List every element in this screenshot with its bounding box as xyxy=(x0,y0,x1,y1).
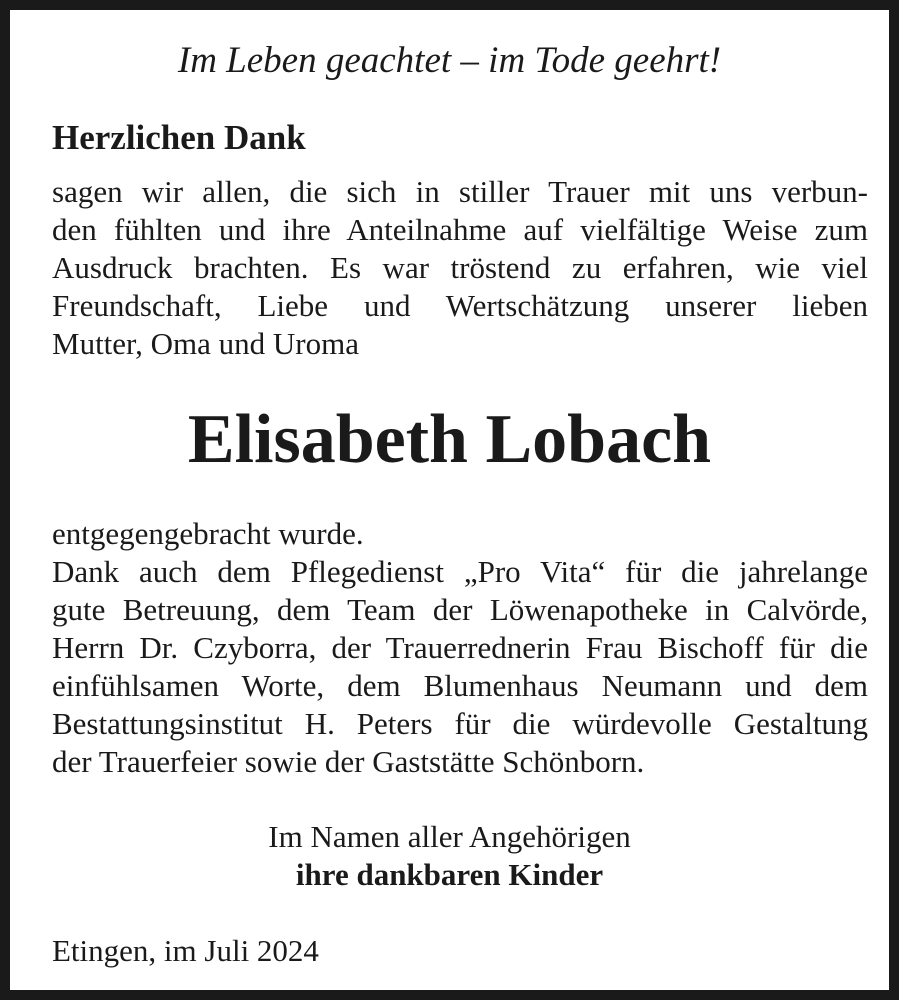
body-line: Herrn Dr. Czyborra, der Trauerrednerin Frau Bischoff für die xyxy=(52,630,868,665)
intro-line: Freundschaft, Liebe und Wertschätzung unserer lieben xyxy=(52,288,868,323)
body-line: entgegengebracht wurde. xyxy=(52,516,364,551)
place-date: Etingen, im Juli 2024 xyxy=(52,933,319,968)
closing-line: Im Namen aller Angehörigen xyxy=(268,819,631,854)
intro-line: sagen wir allen, die sich in stiller Trauer mit uns verbun- xyxy=(52,174,868,209)
body-line: der Trauerfeier sowie der Gaststätte Schönborn. xyxy=(52,744,645,779)
deceased-name: Elisabeth Lobach xyxy=(187,401,712,478)
body-line: gute Betreuung, dem Team der Löwenapotheke in Calvörde, xyxy=(52,592,868,627)
intro-paragraph xyxy=(52,173,868,363)
signature: ihre dankbaren Kinder xyxy=(295,857,604,892)
motto: Im Leben geachtet – im Tode geehrt! xyxy=(177,40,722,81)
body-line: einfühlsamen Worte, dem Blumenhaus Neumann und dem xyxy=(52,668,868,703)
heading: Herzlichen Dank xyxy=(52,118,306,157)
body-line: Dank auch dem Pflegedienst „Pro Vita“ für die jahrelange xyxy=(52,554,868,589)
intro-line: Mutter, Oma und Uroma xyxy=(52,326,359,361)
body-paragraph xyxy=(52,515,868,781)
intro-line: den fühlten und ihre Anteilnahme auf vielfältige Weise zum xyxy=(52,212,868,247)
intro-line: Ausdruck brachten. Es war tröstend zu erfahren, wie viel xyxy=(52,250,868,285)
closing-block xyxy=(10,818,889,894)
body-line: Bestattungsinstitut H. Peters für die würdevolle Gestaltung xyxy=(52,706,868,741)
